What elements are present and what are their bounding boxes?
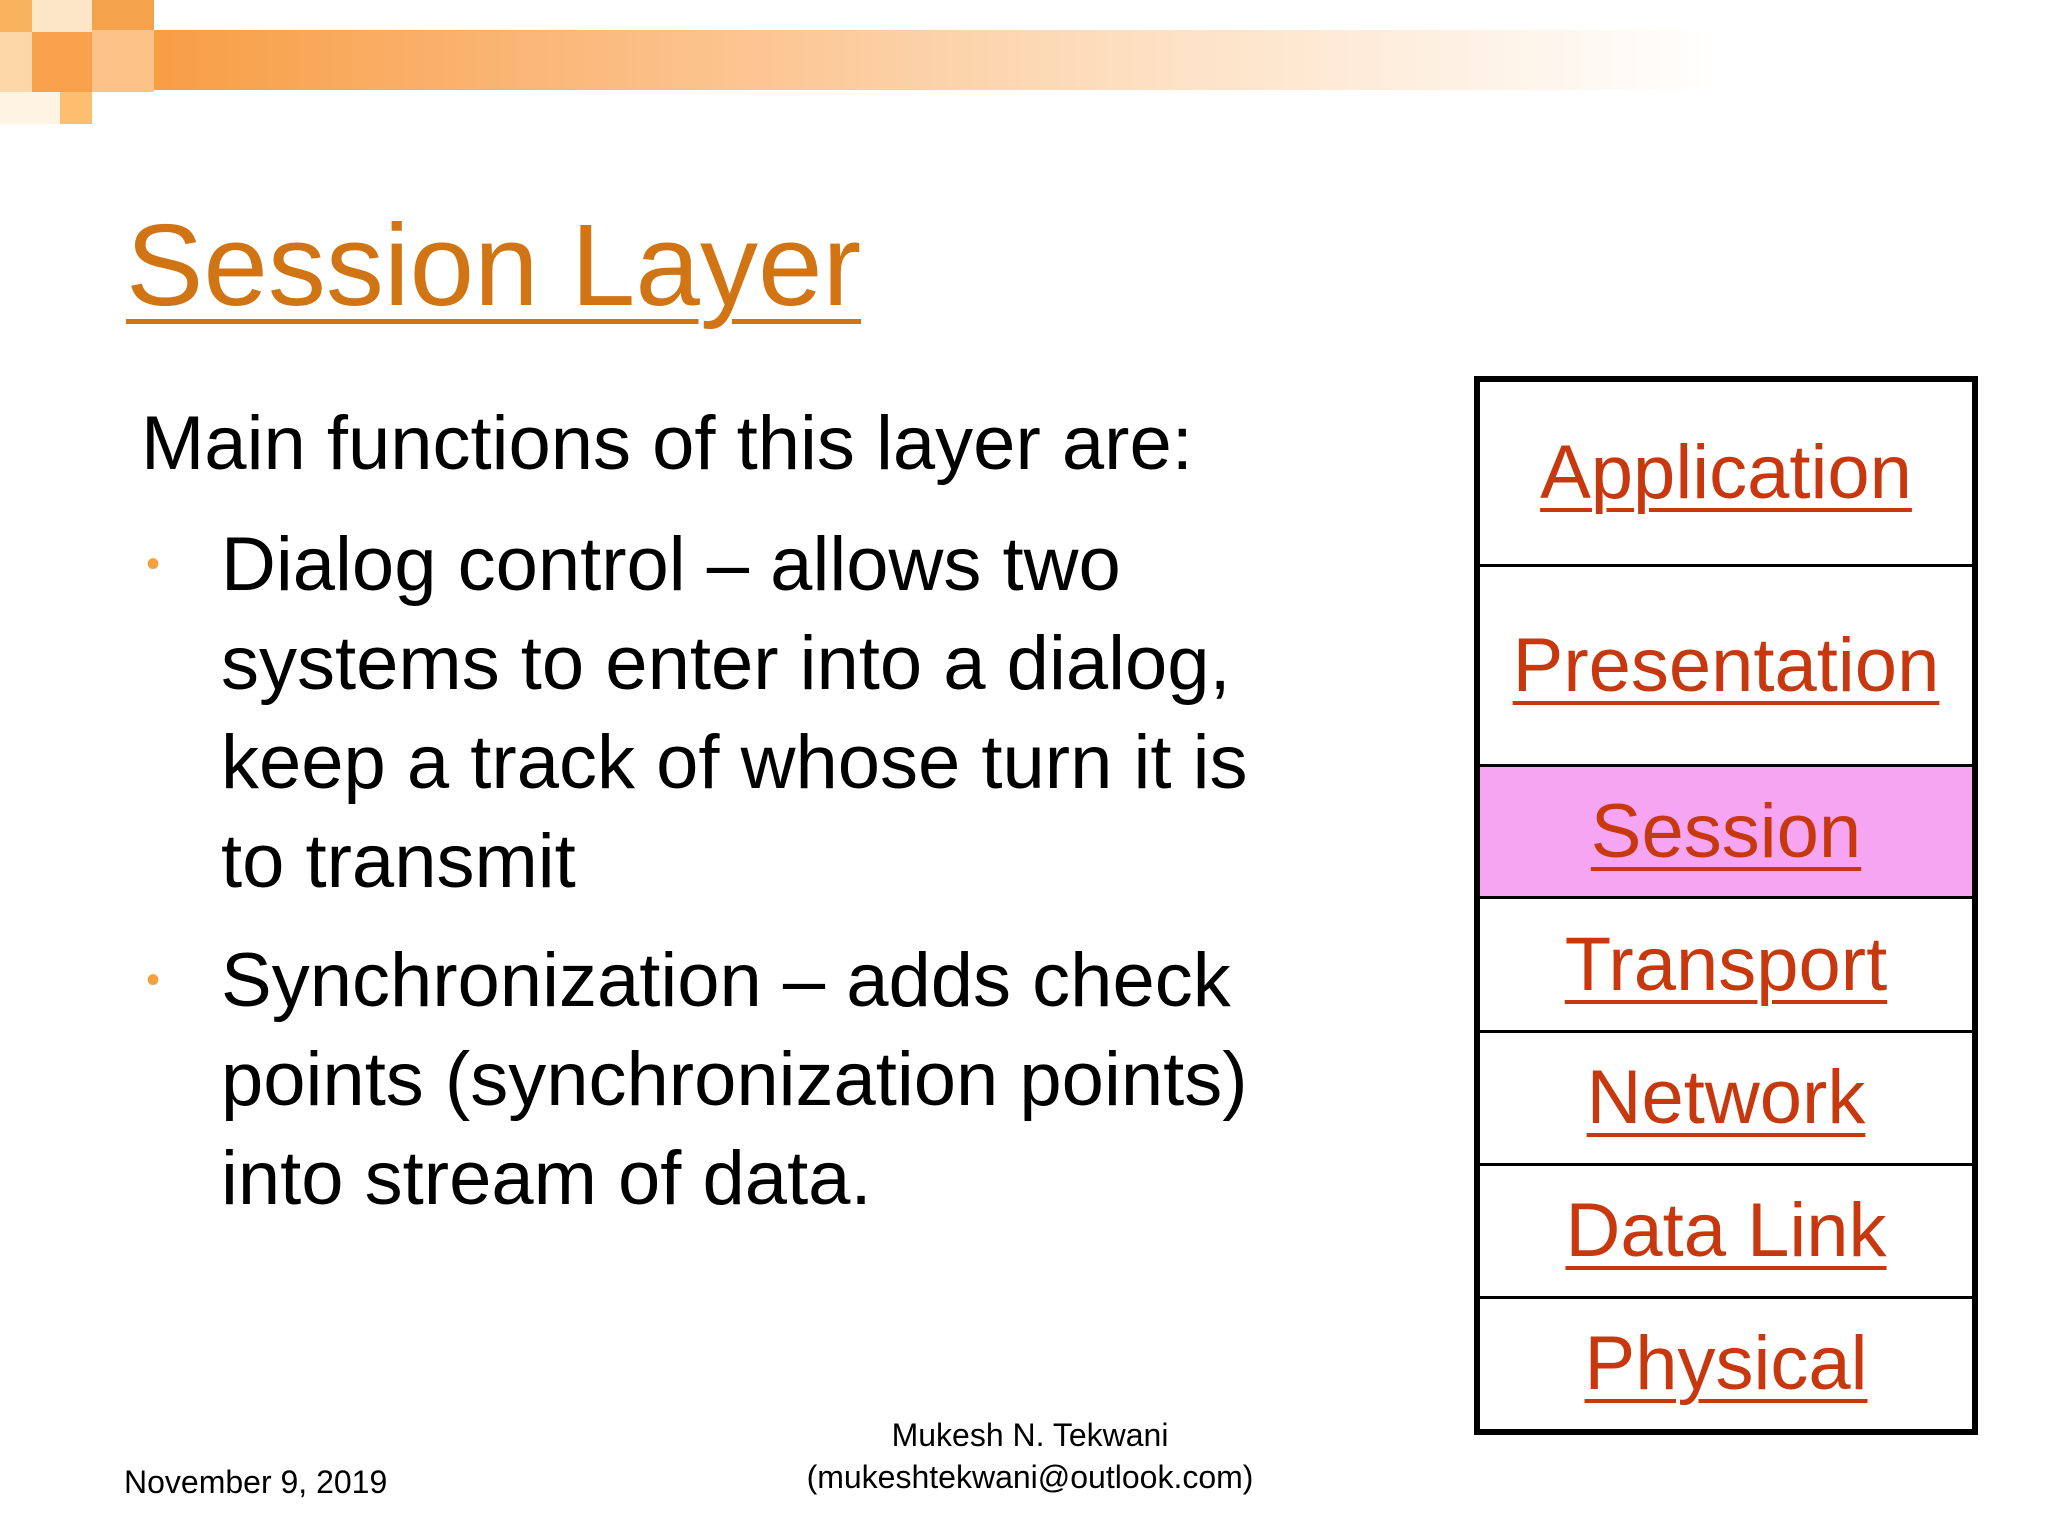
- intro-text: Main functions of this layer are:: [141, 401, 1193, 486]
- bullet-marker-icon: •: [146, 958, 161, 1002]
- osi-layer-link-application[interactable]: Application: [1540, 430, 1912, 515]
- header-accent-band: [95, 30, 2005, 90]
- osi-layer-link-transport[interactable]: Transport: [1564, 921, 1888, 1007]
- osi-layer-link-physical[interactable]: Physical: [1584, 1321, 1868, 1406]
- osi-layer-presentation[interactable]: [1480, 564, 1972, 764]
- osi-layer-network[interactable]: [1480, 1030, 1972, 1163]
- footer-author-name: Mukesh N. Tekwani: [891, 1417, 1169, 1453]
- footer-author: [740, 1414, 1320, 1498]
- osi-layer-session[interactable]: [1480, 764, 1972, 896]
- osi-layer-stack: [1474, 376, 1978, 1435]
- header-decoration-square: [92, 30, 154, 92]
- bullet-item-dialog-control: [141, 515, 1361, 911]
- header-decoration-square: [32, 0, 92, 32]
- bullet-line: keep a track of whose turn it is: [221, 720, 1248, 805]
- bullet-line: Dialog control – allows two: [221, 522, 1121, 607]
- bullet-line: systems to enter into a dialog,: [221, 621, 1231, 706]
- bullet-list: [141, 515, 1361, 1248]
- osi-layer-application[interactable]: [1480, 382, 1972, 564]
- header-decoration-square: [0, 32, 32, 92]
- footer-author-email: (mukeshtekwani@outlook.com): [806, 1459, 1254, 1495]
- header-decoration-square: [92, 0, 154, 30]
- bullet-line: into stream of data.: [221, 1136, 872, 1221]
- bullet-marker-icon: •: [146, 542, 161, 586]
- osi-layer-physical[interactable]: [1480, 1296, 1972, 1429]
- osi-layer-link-data-link[interactable]: Data Link: [1565, 1188, 1887, 1273]
- header-decoration-square: [0, 0, 32, 32]
- bullet-item-synchronization: [141, 931, 1361, 1228]
- footer-date: November 9, 2019: [124, 1464, 388, 1500]
- osi-layer-data-link[interactable]: [1480, 1163, 1972, 1296]
- osi-layer-link-network[interactable]: Network: [1586, 1055, 1866, 1140]
- header-decoration-square: [60, 92, 92, 124]
- osi-layer-link-presentation[interactable]: Presentation: [1512, 622, 1940, 708]
- header-decoration-square: [32, 32, 92, 92]
- bullet-line: to transmit: [221, 819, 576, 904]
- bullet-line: Synchronization – adds check: [221, 938, 1231, 1023]
- slide-title: Session Layer: [126, 200, 862, 330]
- bullet-line: points (synchronization points): [221, 1037, 1248, 1122]
- osi-layer-transport[interactable]: [1480, 896, 1972, 1030]
- header-decoration-square: [0, 92, 60, 124]
- osi-layer-link-session[interactable]: Session: [1590, 788, 1862, 874]
